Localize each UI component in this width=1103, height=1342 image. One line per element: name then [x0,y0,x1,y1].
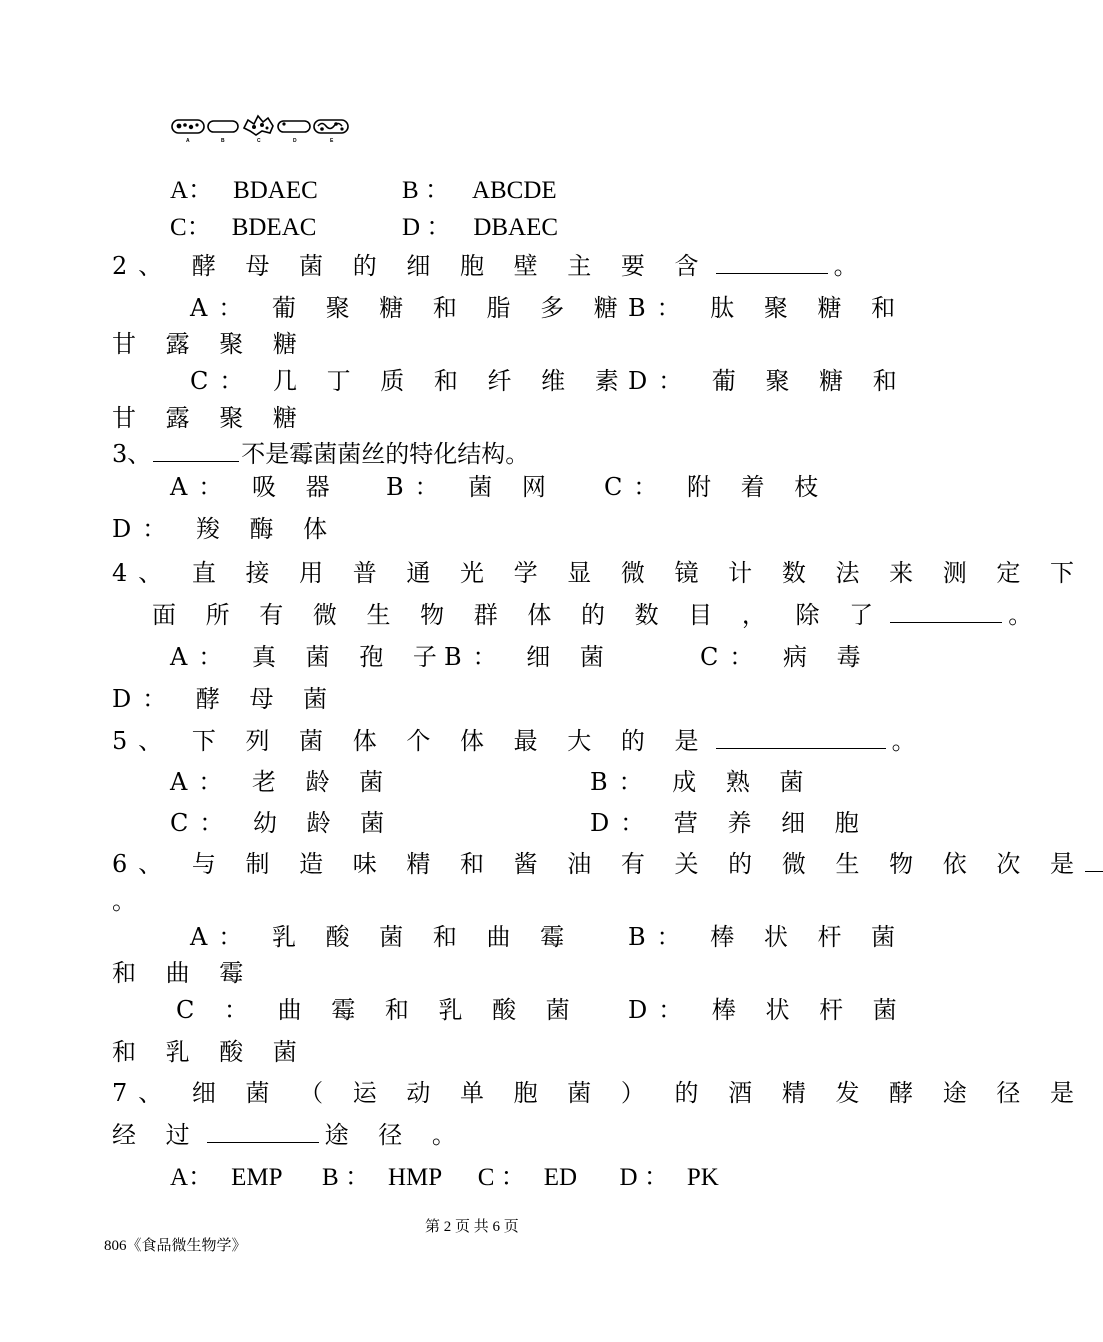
q6-stem-end: 。 [112,887,136,915]
q4-stem-line1: 4、 直 接 用 普 通 光 学 显 微 镜 计 数 法 来 测 定 下 [112,559,1085,587]
figure-label-a: A [186,138,190,144]
page-number: 第 2 页 共 6 页 [425,1219,519,1235]
figure-label-e: E [330,138,334,144]
q2-stem: 2、 酵 母 菌 的 细 胞 壁 主 要 含 。 [112,252,869,280]
q4-answer-blank [890,600,1002,623]
q2-option-a: A： 葡 聚 糖 和 脂 多 糖 [190,294,629,322]
q5-option-d: D： 营 养 细 胞 [590,809,870,837]
q7-answer-blank [207,1120,319,1143]
q3-stem: 3、 不是霉菌菌丝的特化结构。 [112,440,530,468]
q5-option-a: A： 老 龄 菌 [170,768,395,796]
q2-option-c: C： 几 丁 质 和 纤 维 素 [190,367,630,395]
q3-option-c: C： 附 着 枝 [604,473,830,501]
q1-option-b: B ： ABCDE [402,177,557,204]
q5-answer-blank [716,726,886,749]
q6-option-a: A： 乳 酸 菌 和 曲 霉 [190,923,576,951]
q3-option-b: B： 菌 网 [386,473,557,501]
figure-label-d: D [293,138,297,144]
q2-option-b-cont: 甘 露 聚 糖 [112,330,308,358]
q6-option-b: B： 棒 状 杆 菌 [628,923,907,951]
q1-option-a: A： BDAEC [170,177,318,204]
q1-option-c: C： BDEAC [170,214,317,241]
q7-option-b: B ： HMP [322,1164,442,1191]
q4-option-d: D： 酵 母 菌 [112,685,339,713]
q7-stem-line1: 7、 细 菌 （ 运 动 单 胞 菌 ） 的 酒 精 发 酵 途 径 是 [112,1079,1085,1107]
figure-label-b: B [221,138,225,144]
q6-stem: 6、 与 制 造 味 精 和 酱 油 有 关 的 微 生 物 依 次 是 [112,849,1103,879]
q3-option-d: D： 羧 酶 体 [112,515,339,543]
q2-option-d: D： 葡 聚 糖 和 [628,367,908,395]
q4-option-c: C： 病 毒 [700,643,872,671]
q6-option-d: D： 棒 状 杆 菌 [628,996,908,1024]
q7-option-c: C ： ED [477,1164,578,1191]
q1-option-d: D ： DBAEC [402,214,559,241]
q5-option-b: B： 成 熟 菌 [590,768,815,796]
cell-shapes-figure [170,112,352,148]
q3-option-a: A： 吸 器 [170,473,341,501]
q2-option-d-cont: 甘 露 聚 糖 [112,404,308,432]
q7-option-d: D ： PK [619,1164,719,1191]
q7-options [170,1163,719,1193]
q4-stem-line2: 面 所 有 微 生 物 群 体 的 数 目 ， 除 了 。 [152,601,1044,629]
q3-answer-blank [153,439,239,462]
q4-option-a: A： 真 菌 孢 子 [170,643,448,671]
course-title: 806《食品微生物学》 [104,1238,247,1254]
q6-answer-blank [1085,849,1103,872]
q4-option-b: B： 细 菌 [444,643,615,671]
q5-stem: 5、 下 列 菌 体 个 体 最 大 的 是 。 [112,727,927,755]
figure-label-c: C [257,138,261,144]
q7-option-a: A： EMP [170,1164,282,1191]
q6-option-c: C ： 曲 霉 和 乳 酸 菌 [176,996,581,1024]
q6-option-b-cont: 和 曲 霉 [112,959,255,987]
q7-stem-line2: 经 过 途 径 。 [112,1121,467,1149]
q2-option-b: B： 肽 聚 糖 和 [628,294,907,322]
q2-answer-blank [716,251,828,274]
cell-shapes-icon [170,112,352,138]
q6-option-d-cont: 和 乳 酸 菌 [112,1038,308,1066]
q5-option-c: C： 幼 龄 菌 [170,809,396,837]
